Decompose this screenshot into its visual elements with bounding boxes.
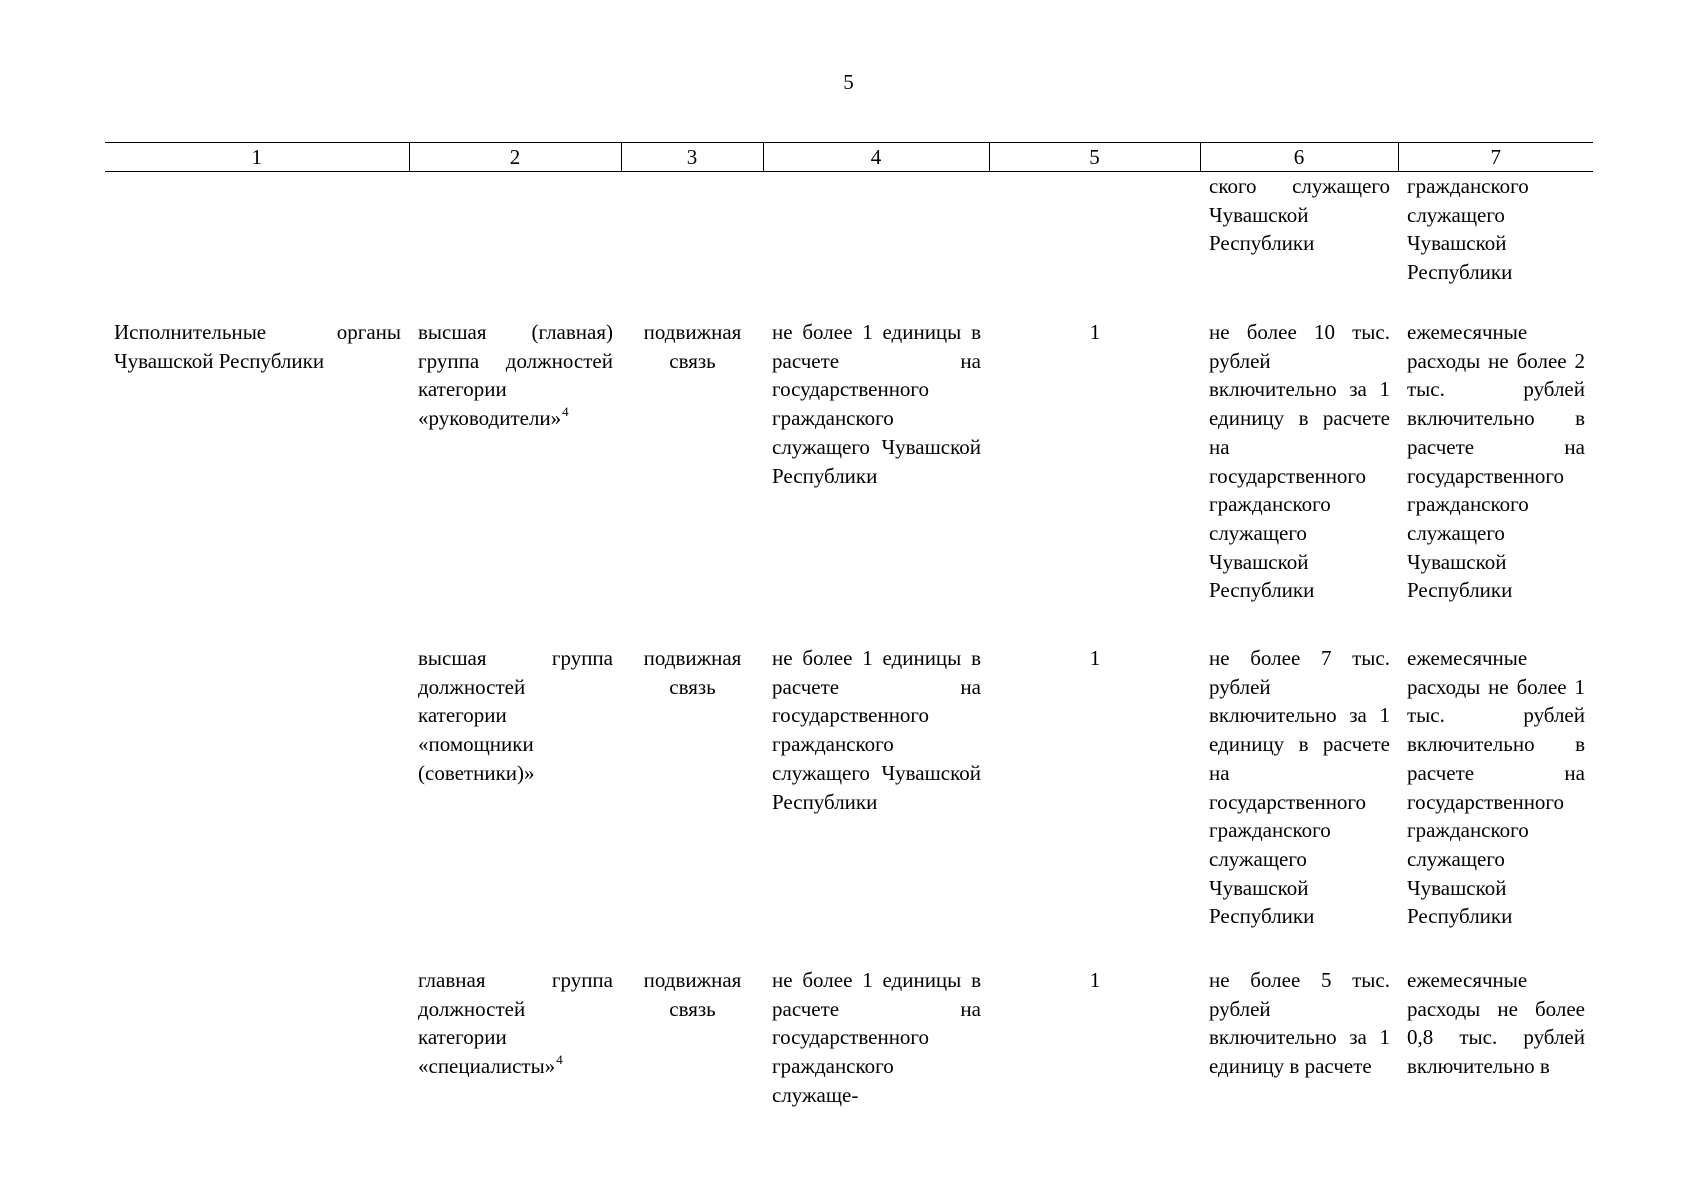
cell-col7: ежемесячные расходы не более 1 тыс. рублей включительно в расчете на государственного гражданского служащего Чувашской Республики [1407,646,1585,929]
cell-col2-text: высшая (главная) группа должностей категории «руководители» [418,320,613,431]
column-number-2: 2 [409,143,621,172]
cell-col1: Исполнительные органы Чувашской Республики [114,320,401,373]
cell-col1 [105,644,409,966]
column-number-1: 1 [105,143,409,172]
footnote-mark: 4 [556,1052,563,1068]
cell-col6: не более 10 тыс. рублей включительно за 1 единицу в расчете на государственного гражданского служащего Чувашской Республики [1209,320,1390,603]
cell-col4: не более 1 единицы в расчете на государственного гражданского служащего Чувашской Республики [772,320,981,488]
cell-col5: 1 [1089,968,1101,992]
cell-col2-text: высшая группа должностей категории «помощники (советники)» [418,646,613,785]
column-number-6: 6 [1200,143,1398,172]
cell-col6: не более 7 тыс. рублей включительно за 1 единицу в расчете на государственного гражданского служащего Чувашской Республики [1209,646,1390,929]
cell-col1 [105,966,409,1110]
cell-col4: не более 1 единицы в расчете на государственного гражданского служащего Чувашской Республики [772,646,981,814]
footnote-mark: 4 [562,404,569,420]
cell-col6: ского служащего Чувашской Республики [1209,174,1390,256]
column-number-5: 5 [989,143,1200,172]
norms-table [105,142,1593,1110]
table-row [105,644,1593,966]
cell-col3: подвижная связь [643,968,742,1021]
cell-col5: 1 [1089,320,1101,344]
page-number: 5 [843,70,854,94]
cell-col2 [409,644,621,966]
cell-col5: 1 [1089,646,1101,670]
cell-col7: ежемесячные расходы не более 2 тыс. рублей включительно в расчете на государственного гражданского служащего Чувашской Республики [1407,320,1585,603]
table-row [105,966,1593,1110]
table-row-continuation [105,172,1593,319]
cell-col3: подвижная связь [643,646,742,699]
cell-col7: ежемесячные расходы не более 0,8 тыс. рублей включительно в [1407,968,1585,1079]
cell-col3: подвижная связь [643,320,742,373]
cell-col7: гражданского служащего Чувашской Республики [1407,174,1529,285]
cell-col2-text: главная группа должностей категории «специалисты» [418,968,613,1079]
table-row [105,318,1593,644]
cell-col4: не более 1 единицы в расчете на государственного гражданского служаще- [772,968,981,1107]
column-number-3: 3 [621,143,763,172]
cell-col6: не более 5 тыс. рублей включительно за 1 единицу в расчете [1209,968,1390,1079]
column-number-4: 4 [763,143,989,172]
cell-col2 [409,318,621,644]
cell-col2 [409,966,621,1110]
column-number-7: 7 [1398,143,1593,172]
table-header [105,143,1593,172]
